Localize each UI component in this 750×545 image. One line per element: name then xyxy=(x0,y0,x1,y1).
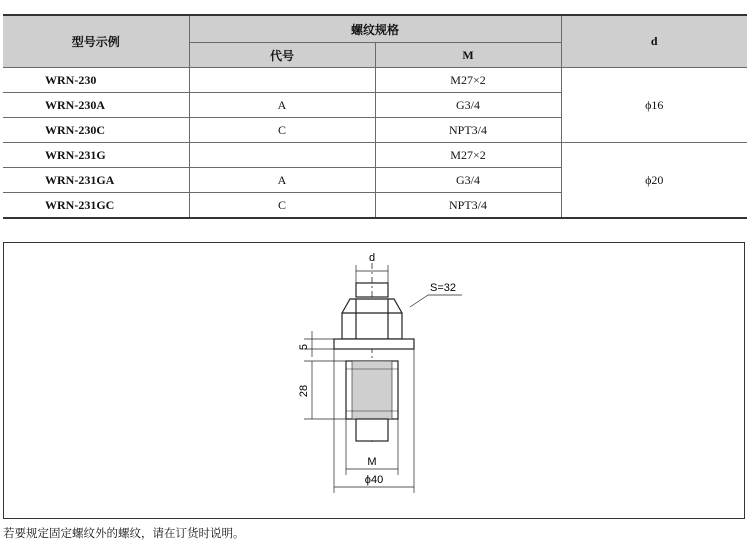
spec-table xyxy=(3,14,747,219)
header-thread: 螺纹规格 xyxy=(189,15,561,43)
model-cell: WRN-231GA xyxy=(3,168,189,193)
header-d: d xyxy=(561,15,747,68)
thread-cell: NPT3/4 xyxy=(375,193,561,219)
footnote: 若要规定固定螺纹外的螺纹，请在订货时说明。 xyxy=(3,526,245,540)
dim-m-label: M xyxy=(367,456,377,468)
hex-nut xyxy=(342,299,402,339)
header-model: 型号示例 xyxy=(3,15,189,68)
thread-cell: G3/4 xyxy=(375,168,561,193)
code-cell xyxy=(189,143,375,168)
code-cell: A xyxy=(189,168,375,193)
dim-5-label: 5 xyxy=(298,343,310,351)
model-cell: WRN-231G xyxy=(3,143,189,168)
thread-cell: M27×2 xyxy=(375,143,561,168)
header-m: M xyxy=(375,43,561,68)
table-row xyxy=(3,143,747,168)
code-cell: A xyxy=(189,93,375,118)
model-cell: WRN-230C xyxy=(3,118,189,143)
d-cell: ϕ16 xyxy=(561,68,747,143)
dim-d-label: d xyxy=(368,252,376,264)
code-cell: C xyxy=(189,193,375,219)
d-cell: ϕ20 xyxy=(561,143,747,219)
thread-cell: G3/4 xyxy=(375,93,561,118)
dim-phi40-label: ϕ40 xyxy=(364,474,384,486)
flange xyxy=(334,339,414,349)
table-row xyxy=(3,68,747,93)
code-cell: C xyxy=(189,118,375,143)
dim-28-label: 28 xyxy=(298,384,310,398)
model-cell: WRN-231GC xyxy=(3,193,189,219)
model-cell: WRN-230A xyxy=(3,93,189,118)
dim-s-label: S=32 xyxy=(430,282,456,294)
header-code: 代号 xyxy=(189,43,375,68)
thread-cell: NPT3/4 xyxy=(375,118,561,143)
drawing-frame xyxy=(3,242,745,519)
fitting-drawing xyxy=(4,243,744,518)
bottom-stem xyxy=(356,419,388,441)
code-cell xyxy=(189,68,375,93)
thread-cell: M27×2 xyxy=(375,68,561,93)
model-cell: WRN-230 xyxy=(3,68,189,93)
